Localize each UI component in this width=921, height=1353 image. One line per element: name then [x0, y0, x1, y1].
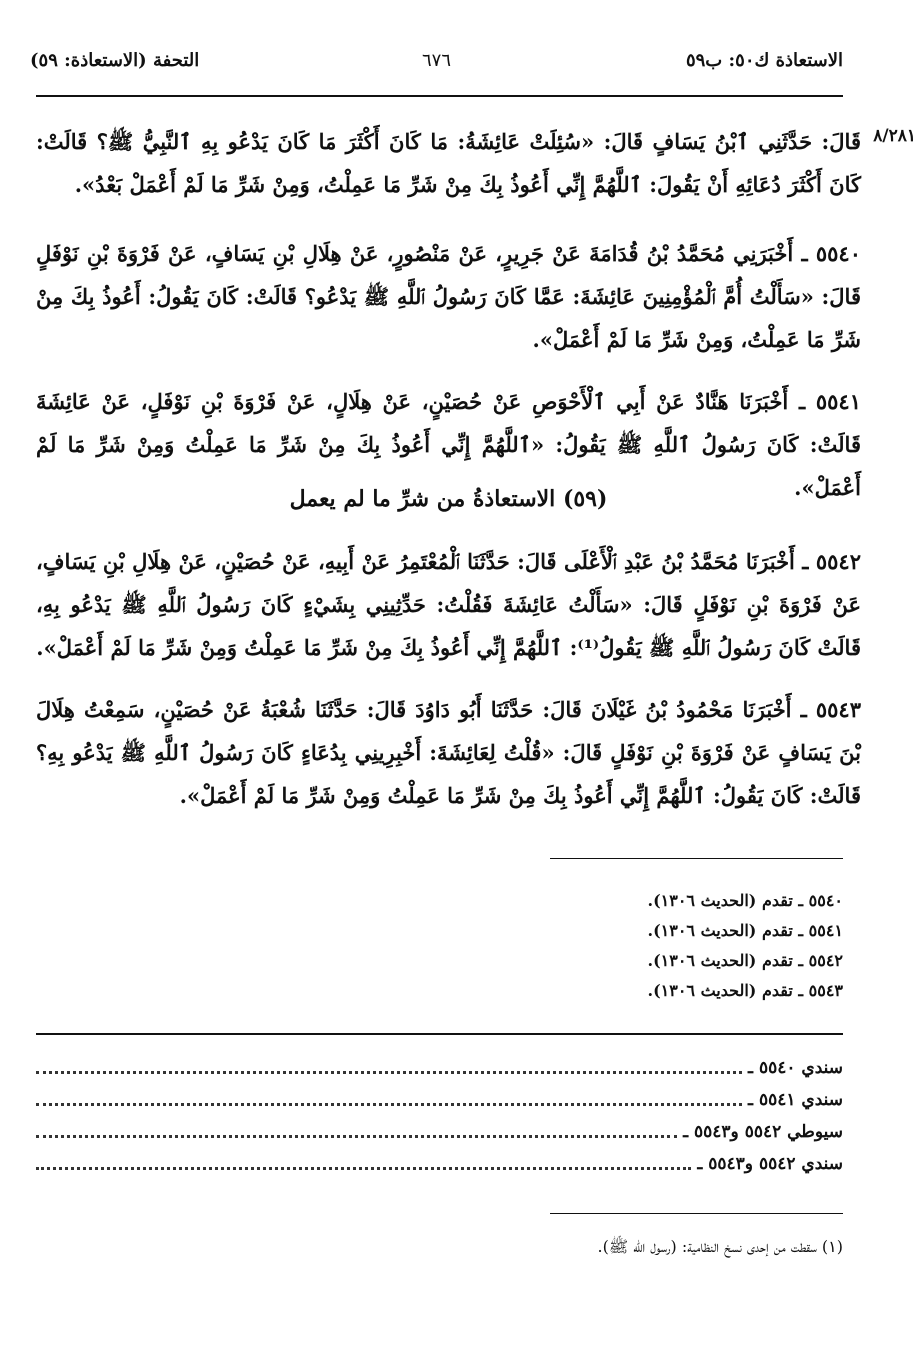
hadith-paragraph: ٥٥٤١ ـ أَخْبَرَنَا هَنَّادٌ عَنْ أَبِي ٱلْأَحْوَصِ عَنْ حُصَيْنٍ، عَنْ هِلَالٍ، عَنْ فَرْوَةَ بْنِ نَوْفَلٍ، عَنْ عَائِشَةَ قَالَتْ: كَانَ رَسُولُ ٱللَّهِ ﷺ يَقُولُ: «ٱللَّهُمَّ إِنِّي أَعُوذُ بِكَ مِنْ شَرِّ مَا عَمِلْتُ وَمِنْ شَرِّ مَا لَمْ أَعْمَلْ».: [36, 389, 861, 500]
commentary-label: سيوطي ٥٥٤٢ و٥٥٤٣ ـ: [683, 1122, 843, 1142]
commentary-label: سندي ٥٥٤١ ـ: [748, 1090, 843, 1110]
commentary-label: سندي ٥٥٤٢ و٥٥٤٣ ـ: [697, 1154, 843, 1174]
hadith-paragraph: ٥٥٤٠ ـ أَخْبَرَنِي مُحَمَّدُ بْنُ قُدَامَةَ عَنْ جَرِيرٍ، عَنْ مَنْصُورٍ، عَنْ هِلَالِ بْنِ يَسَافٍ، عَنْ فَرْوَةَ بْنِ نَوْفَلٍ قَالَ: «سَأَلْتُ أُمَّ ٱلْمُؤْمِنِينَ عَائِشَةَ: عَمَّا كَانَ رَسُولُ ٱللَّهِ ﷺ يَدْعُو؟ قَالَتْ: كَانَ يَقُولُ: أَعُوذُ بِكَ مِنْ شَرِّ مَا عَمِلْتُ، وَمِنْ شَرِّ مَا لَمْ أَعْمَلْ».: [36, 241, 861, 352]
dotted-leader: [36, 1167, 691, 1170]
commentary-line: [36, 1116, 843, 1148]
page-number: ٦٧٦: [421, 50, 451, 71]
footnote-line: ٥٥٤١ ـ تقدم (الحديث ١٣٠٦).: [647, 921, 843, 940]
hadith-paragraph: قَالَ: حَدَّثَنِي ٱبْنُ يَسَافٍ قَالَ: «سُئِلَتْ عَائِشَةُ: مَا كَانَ أَكْثَرَ مَا كَانَ يَدْعُو بِهِ ٱلنَّبِيُّ ﷺ؟ قَالَتْ: كَانَ أَكْثَرَ دُعَائِهِ أَنْ يَقُولَ: ٱللَّهُمَّ إِنِّي أَعُوذُ بِكَ مِنْ شَرِّ مَا عَمِلْتُ، وَمِنْ شَرِّ مَا لَمْ أَعْمَلْ بَعْدُ».: [36, 129, 861, 197]
footnote-line: ٥٥٤٢ ـ تقدم (الحديث ١٣٠٦).: [647, 951, 843, 970]
takhrij-footnotes: [300, 886, 843, 1006]
dotted-leader: [36, 1071, 742, 1074]
commentary-rule: [36, 1033, 843, 1035]
commentary-line: [36, 1148, 843, 1180]
dotted-leader: [36, 1103, 742, 1106]
footnote-line: ٥٥٤٠ ـ تقدم (الحديث ١٣٠٦).: [647, 891, 843, 910]
footnote-rule: [550, 858, 843, 859]
hadith-5542-block: [36, 540, 861, 669]
hadith-5543-block: [36, 688, 861, 817]
header-section-ref: الاستعاذة ك٥٠: ب٥٩: [685, 50, 843, 71]
commentary-line: [36, 1084, 843, 1116]
hadith-5540-block: [36, 232, 861, 361]
commentary-list: [36, 1052, 843, 1180]
margin-reference: ٨/٢٨١: [873, 126, 916, 146]
hadith-intro-block: [36, 120, 861, 206]
page-header: [30, 50, 843, 80]
header-rule: [36, 95, 843, 97]
hadith-paragraph: ٥٥٤٢ ـ أَخْبَرَنَا مُحَمَّدُ بْنُ عَبْدِ ٱلْأَعْلَى قَالَ: حَدَّثَنَا ٱلْمُعْتَمِرُ عَنْ أَبِيهِ، عَنْ حُصَيْنٍ، عَنْ هِلَالِ بْنِ يَسَافٍ، عَنْ فَرْوَةَ بْنِ نَوْفَلٍ قَالَ: «سَأَلْتُ عَائِشَةَ فَقُلْتُ: حَدِّثِينِي بِشَيْءٍ كَانَ رَسُولُ ٱللَّهِ ﷺ يَدْعُو بِهِ، قَالَتْ كَانَ رَسُولُ ٱللَّهِ ﷺ يَقُولُ⁽¹⁾: ٱللَّهُمَّ إِنِّي أَعُوذُ بِكَ مِنْ شَرِّ مَا عَمِلْتُ وَمِنْ شَرِّ مَا لَمْ أَعْمَلْ».: [36, 549, 861, 660]
header-tuhfa-ref: التحفة (الاستعاذة: ٥٩): [30, 50, 200, 71]
dotted-leader: [36, 1135, 677, 1138]
variant-note: (١) سقطت من إحدى نسخ النظامية: (رسول الله ﷺ).: [597, 1237, 843, 1256]
note-rule: [550, 1213, 843, 1214]
commentary-line: [36, 1052, 843, 1084]
chapter-title: (٥٩) الاستعاذةُ من شرِّ ما لم يعمل: [289, 486, 608, 512]
commentary-label: سندي ٥٥٤٠ ـ: [748, 1058, 843, 1078]
hadith-paragraph: ٥٥٤٣ ـ أَخْبَرَنَا مَحْمُودُ بْنُ غَيْلَانَ قَالَ: حَدَّثَنَا أَبُو دَاوُدَ قَالَ: حَدَّثَنَا شُعْبَةُ عَنْ حُصَيْنٍ، سَمِعْتُ هِلَالَ بْنَ يَسَافٍ عَنْ فَرْوَةَ بْنِ نَوْفَلٍ قَالَ: «قُلْتُ لِعَائِشَةَ: أَخْبِرِينِي بِدُعَاءٍ كَانَ رَسُولُ ٱللَّهِ ﷺ يَدْعُو بِهِ؟ قَالَتْ: كَانَ يَقُولُ: ٱللَّهُمَّ إِنِّي أَعُوذُ بِكَ مِنْ شَرِّ مَا عَمِلْتُ وَمِنْ شَرِّ مَا لَمْ أَعْمَلْ».: [36, 697, 861, 808]
footnote-line: ٥٥٤٣ ـ تقدم (الحديث ١٣٠٦).: [647, 981, 843, 1000]
